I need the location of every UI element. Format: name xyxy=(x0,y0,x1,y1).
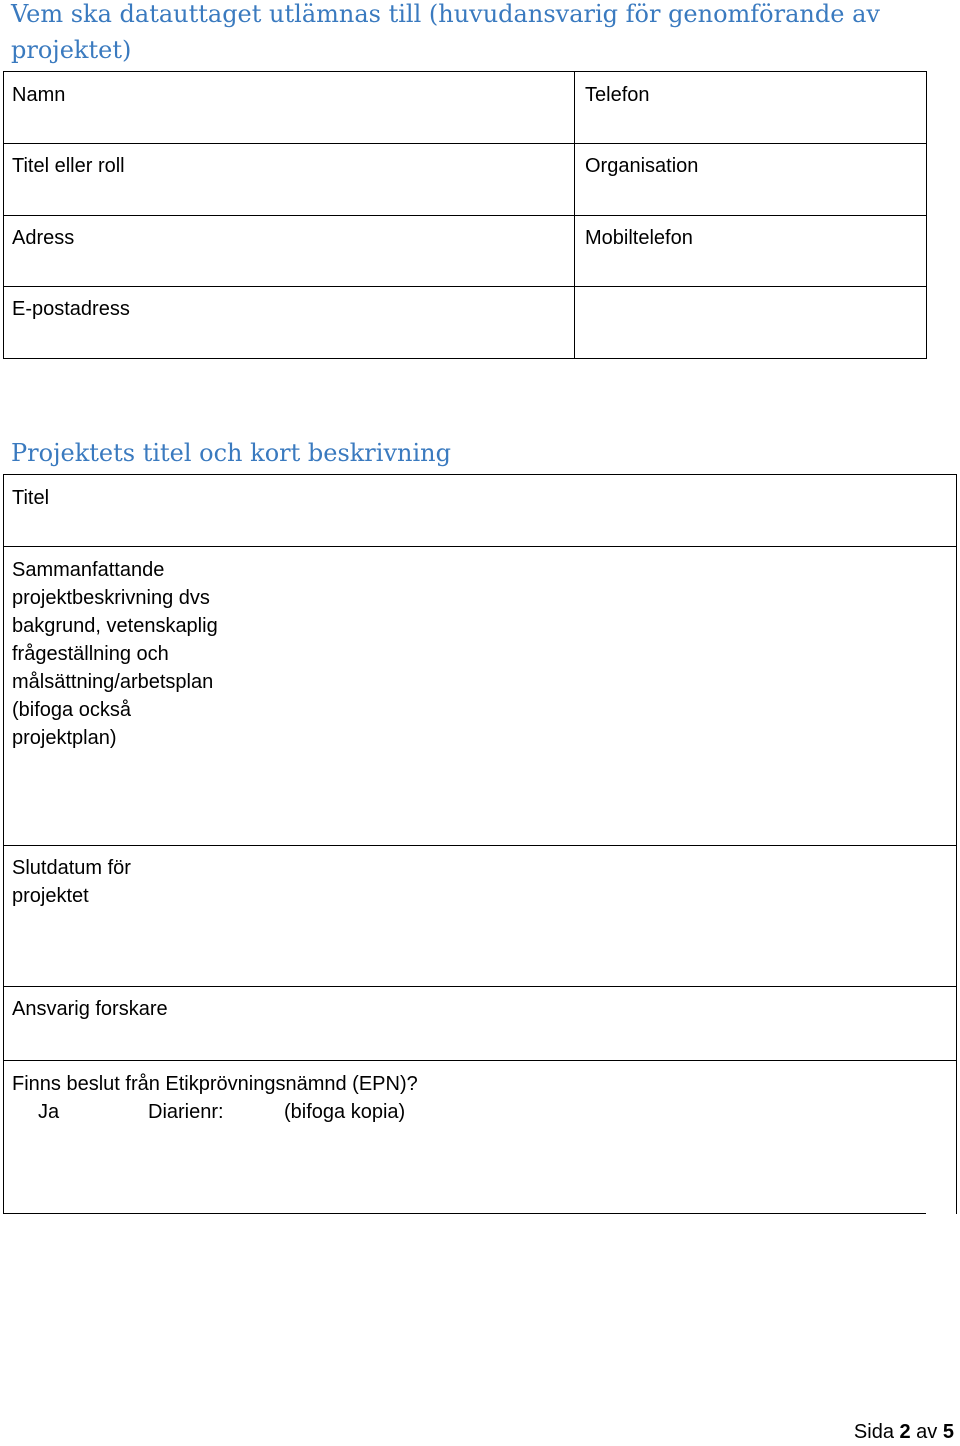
field-adress[interactable] xyxy=(4,215,574,286)
total-pages: 5 xyxy=(942,1421,954,1443)
page-separator: av xyxy=(910,1421,943,1443)
field-label: Namn xyxy=(12,84,66,106)
page-number xyxy=(854,1418,954,1446)
field-epn[interactable] xyxy=(4,1060,956,1213)
epn-ja-option[interactable]: Ja xyxy=(38,1101,60,1123)
contact-table xyxy=(3,71,927,359)
field-label: Mobiltelefon xyxy=(585,227,693,249)
field-label: Titel eller roll xyxy=(12,155,125,177)
field-label: Titel xyxy=(12,487,50,509)
field-titel[interactable] xyxy=(4,475,956,546)
field-sammanfattande-beskrivning[interactable] xyxy=(4,546,956,845)
field-label: Adress xyxy=(12,227,75,249)
field-telefon[interactable] xyxy=(574,72,926,143)
field-label: E-postadress xyxy=(12,298,130,320)
field-label: Telefon xyxy=(585,84,650,106)
section-heading-project: Projektets titel och kort beskrivning xyxy=(11,439,451,467)
field-mobiltelefon[interactable] xyxy=(574,215,926,286)
field-label: Organisation xyxy=(585,155,699,177)
page-prefix: Sida xyxy=(853,1421,900,1443)
field-organisation[interactable] xyxy=(574,143,926,215)
project-table xyxy=(3,474,957,1214)
epn-copy-note: (bifoga kopia) xyxy=(284,1101,406,1123)
epn-diarienr-label: Diarienr: xyxy=(148,1101,224,1123)
field-label: Slutdatum för projektet xyxy=(12,857,131,907)
field-ansvarig-forskare[interactable] xyxy=(4,986,956,1060)
field-label: Sammanfattande projektbeskrivning dvs bakgrund, vetenskaplig frågeställning och målsättning/arbetsplan (bifoga också projektplan) xyxy=(12,559,218,749)
field-slutdatum[interactable] xyxy=(4,845,956,986)
epn-question: Finns beslut från Etikprövningsnämnd (EPN)? xyxy=(12,1073,418,1095)
field-empty[interactable] xyxy=(574,286,926,358)
field-namn[interactable] xyxy=(4,72,574,143)
field-titel-eller-roll[interactable] xyxy=(4,143,574,215)
field-e-postadress[interactable] xyxy=(4,286,574,358)
field-label: Ansvarig forskare xyxy=(12,998,168,1020)
section-heading-contact: Vem ska datauttaget utlämnas till (huvudansvarig för genomförande av projektet) xyxy=(11,0,880,64)
current-page: 2 xyxy=(899,1421,911,1443)
